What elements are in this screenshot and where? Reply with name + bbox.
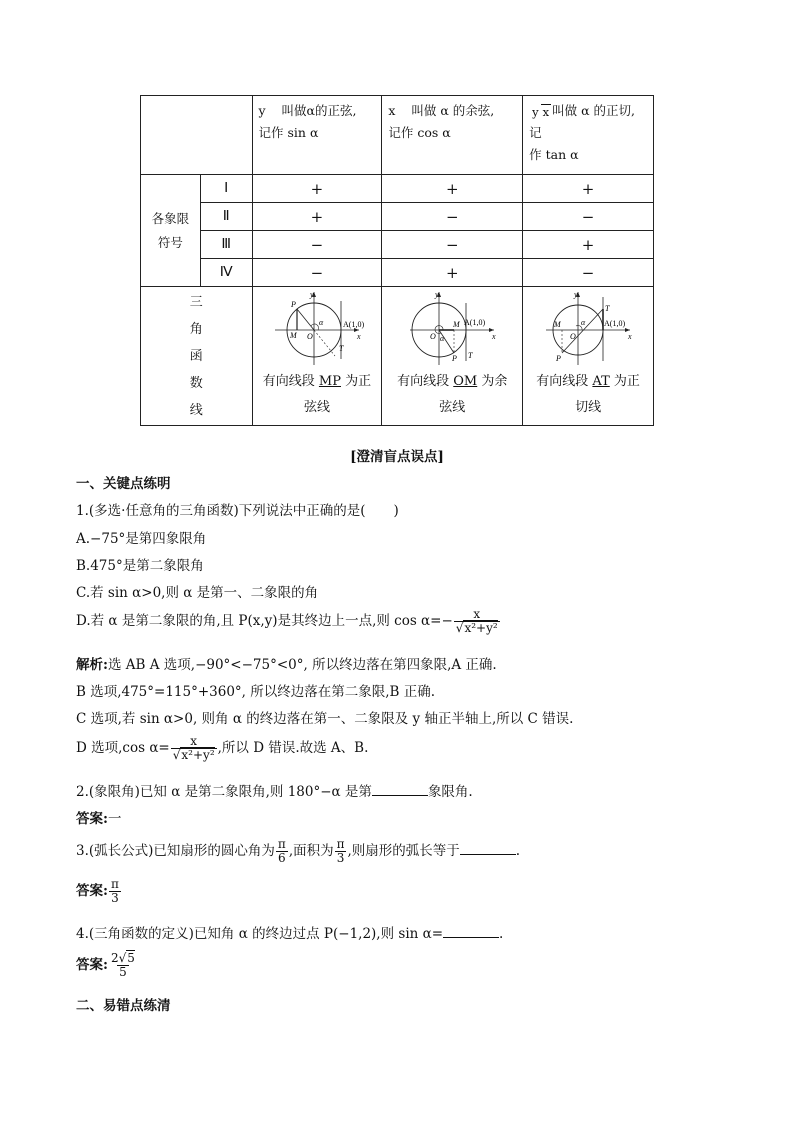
label-y: y: [435, 290, 439, 299]
cosine-caption-a: 有向线段: [397, 374, 450, 389]
sine-caption-seg: MP: [318, 374, 341, 389]
q1-d-fraction: [454, 608, 500, 635]
q2-answer: [76, 807, 121, 827]
answer-label: 答案:: [76, 811, 108, 827]
cosine-caption-seg: OM: [453, 374, 478, 389]
label-A: A(1,0): [464, 318, 486, 327]
sine-caption-c: 弦线: [303, 400, 330, 415]
label-y: y: [574, 290, 578, 299]
sine-line-cell: [252, 287, 382, 426]
sign-cell: −: [252, 259, 382, 287]
cos-header-var: x: [388, 103, 396, 118]
q2-stem-b: 象限角.: [427, 784, 473, 800]
q3-blank[interactable]: [460, 842, 516, 855]
label-P: P: [556, 354, 561, 363]
q3-fraction-area: [335, 838, 347, 865]
q3-stem-d: .: [515, 843, 521, 859]
sqrt-content: 5: [127, 951, 135, 965]
sign-cell: −: [382, 231, 523, 259]
label-O: O: [306, 332, 313, 341]
trig-line-char: 数: [189, 375, 203, 391]
sin-header-text2: 记作 sin α: [258, 125, 319, 140]
tangent-caption-a: 有向线段: [536, 374, 589, 389]
sine-line-diagram: [269, 289, 365, 367]
sign-cell: +: [382, 259, 523, 287]
explanation-4b: ,所以 D 错误.故选 A、B.: [217, 740, 369, 756]
explanation-4a: D 选项,cos α=: [76, 740, 170, 756]
quadrant-label-1: 各象限: [151, 210, 190, 226]
q2-stem-a: 2.(象限角)已知 α 是第二象限角,则 180°−α 是第: [76, 784, 372, 800]
q2-stem: [76, 780, 473, 800]
sign-cell: −: [252, 231, 382, 259]
quadrant-sign-label: [141, 175, 201, 287]
trig-function-table: [140, 95, 654, 426]
q1-option-a: A.−75°是第四象限角: [76, 531, 207, 547]
tangent-caption-seg: AT: [592, 374, 610, 389]
answer-label: 答案:: [76, 883, 108, 899]
q2-blank[interactable]: [372, 783, 428, 796]
frac-num: π: [110, 877, 119, 891]
sqrt-content: x²+y²: [181, 748, 215, 762]
q1-explanation-3: C 选项,若 sin α>0, 则角 α 的终边落在第一、二象限及 y 轴正半轴上,所以 C 错误.: [76, 711, 574, 727]
q4-stem-b: .: [499, 926, 504, 942]
table-corner-cell: [141, 96, 253, 175]
label-O: O: [430, 332, 437, 341]
answer-value: 一: [107, 811, 122, 827]
q4-blank[interactable]: [443, 925, 499, 938]
q1-explanation-2: B 选项,475°=115°+360°, 所以终边落在第二象限,B 正确.: [76, 684, 436, 700]
trig-line-char: 线: [189, 402, 203, 418]
sin-header: [252, 96, 382, 175]
tan-header-fraction: [530, 106, 551, 118]
sqrt-content: x²+y²: [464, 621, 498, 635]
q1-option-c: C.若 sin α>0,则 α 是第一、二象限的角: [76, 585, 319, 601]
label-A: A(1,0): [342, 320, 365, 329]
q4-answer-fraction: [109, 952, 137, 979]
coef: 2: [110, 951, 119, 965]
sine-caption-a: 有向线段: [262, 374, 315, 389]
q3-answer: [76, 878, 122, 905]
trig-line-label: [141, 287, 253, 426]
q3-answer-fraction: [109, 878, 121, 905]
q1-stem: [76, 499, 399, 519]
tangent-line-diagram: [540, 289, 636, 367]
frac-den: √x²+y²: [172, 748, 215, 762]
label-y: y: [309, 290, 314, 299]
q4-stem: [76, 922, 503, 942]
frac-den: 3: [336, 851, 345, 865]
label-T: T: [605, 304, 610, 313]
sign-cell: −: [382, 203, 523, 231]
quadrant-4: Ⅳ: [200, 259, 252, 287]
cos-header: [382, 96, 523, 175]
q4-stem-a: 4.(三角函数的定义)已知角 α 的终边过点 P(−1,2),则 sin α=: [76, 926, 444, 942]
label-T: T: [338, 344, 344, 353]
label-A: A(1,0): [604, 319, 626, 328]
part2-title: 二、易错点练清: [76, 998, 171, 1014]
label-x: x: [492, 332, 496, 341]
frac-num: π: [277, 837, 286, 851]
quadrant-1: Ⅰ: [200, 175, 252, 203]
frac-num: x: [473, 607, 481, 621]
q1-explanation-4: [76, 735, 368, 762]
sign-cell: +: [252, 203, 382, 231]
tan-header: [523, 96, 654, 175]
label-x: x: [628, 332, 632, 341]
sin-header-text: 叫做α的正弦,: [281, 103, 357, 118]
label-alpha: α: [318, 318, 324, 327]
sine-caption-b: 为正: [345, 374, 372, 389]
sin-header-var: y: [258, 103, 266, 118]
quadrant-2: Ⅱ: [200, 203, 252, 231]
q1-explanation-1: [76, 653, 497, 673]
cosine-caption: [382, 369, 522, 421]
tan-num: y: [532, 104, 539, 119]
q3-stem: [76, 838, 520, 865]
tangent-caption-b: 为正: [613, 374, 640, 389]
quadrant-label-2: 符号: [157, 234, 183, 250]
tan-header-text2: 作 tan α: [529, 147, 579, 162]
cosine-caption-b: 为余: [481, 374, 508, 389]
frac-den: √x²+y²: [455, 621, 498, 635]
tan-header-text: 叫做 α 的正切,记: [529, 103, 636, 140]
cos-header-text: 叫做 α 的余弦,: [411, 103, 495, 118]
label-M: M: [554, 320, 561, 329]
q1-stem-end: ): [393, 503, 399, 519]
trig-line-char: 角: [189, 321, 203, 337]
label-M: M: [453, 320, 460, 329]
part1-title: 一、关键点练明: [76, 476, 171, 492]
trig-line-char: 函: [189, 348, 203, 364]
q1-option-b: B.475°是第二象限角: [76, 558, 204, 574]
label-alpha: α: [440, 334, 445, 343]
sign-cell: +: [252, 175, 382, 203]
sign-cell: −: [523, 259, 654, 287]
section-title: [澄清盲点误点]: [350, 449, 444, 465]
cosine-line-diagram: [404, 289, 500, 367]
q3-stem-b: ,面积为: [288, 843, 334, 859]
frac-den: 3: [111, 891, 119, 905]
explanation-label: 解析:: [76, 657, 108, 673]
frac-num: x: [190, 734, 198, 748]
frac-den: 6: [278, 851, 286, 865]
sine-caption: [253, 369, 382, 421]
trig-line-char: 三: [189, 294, 203, 310]
q4-answer: [76, 952, 138, 979]
tangent-line-cell: [523, 287, 654, 426]
label-O: O: [570, 332, 576, 341]
cosine-caption-c: 弦线: [439, 400, 466, 415]
tangent-caption: [523, 369, 653, 421]
q1-jx-fraction: [171, 735, 217, 762]
label-P: P: [290, 300, 296, 309]
quadrant-3: Ⅲ: [200, 231, 252, 259]
sign-cell: +: [523, 175, 654, 203]
cos-header-text2: 记作 cos α: [388, 125, 451, 140]
q1-option-d: [76, 608, 501, 635]
label-T: T: [468, 351, 473, 360]
tan-den: x: [542, 104, 550, 119]
q1-option-d-text: D.若 α 是第二象限的角,且 P(x,y)是其终边上一点,则 cos α=−: [76, 613, 453, 629]
label-alpha: α: [581, 318, 586, 327]
q3-stem-c: ,则扇形的弧长等于: [347, 843, 460, 859]
label-M: M: [289, 331, 297, 340]
sign-cell: −: [523, 203, 654, 231]
frac-num: 2√5: [110, 951, 135, 965]
q3-stem-a: 3.(弧长公式)已知扇形的圆心角为: [76, 843, 275, 859]
cosine-line-cell: [382, 287, 523, 426]
label-P: P: [452, 354, 458, 363]
sign-cell: +: [523, 231, 654, 259]
q3-fraction-angle: [276, 838, 288, 865]
sign-cell: +: [382, 175, 523, 203]
q1-stem-text: 1.(多选·任意角的三角函数)下列说法中正确的是(: [76, 503, 366, 519]
label-x: x: [356, 332, 361, 341]
frac-den: 5: [119, 965, 127, 979]
answer-label: 答案:: [76, 957, 108, 973]
explanation-text: 选 AB A 选项,−90°<−75°<0°, 所以终边落在第四象限,A 正确.: [107, 657, 497, 673]
tangent-caption-c: 切线: [575, 400, 602, 415]
frac-num: π: [336, 837, 345, 851]
